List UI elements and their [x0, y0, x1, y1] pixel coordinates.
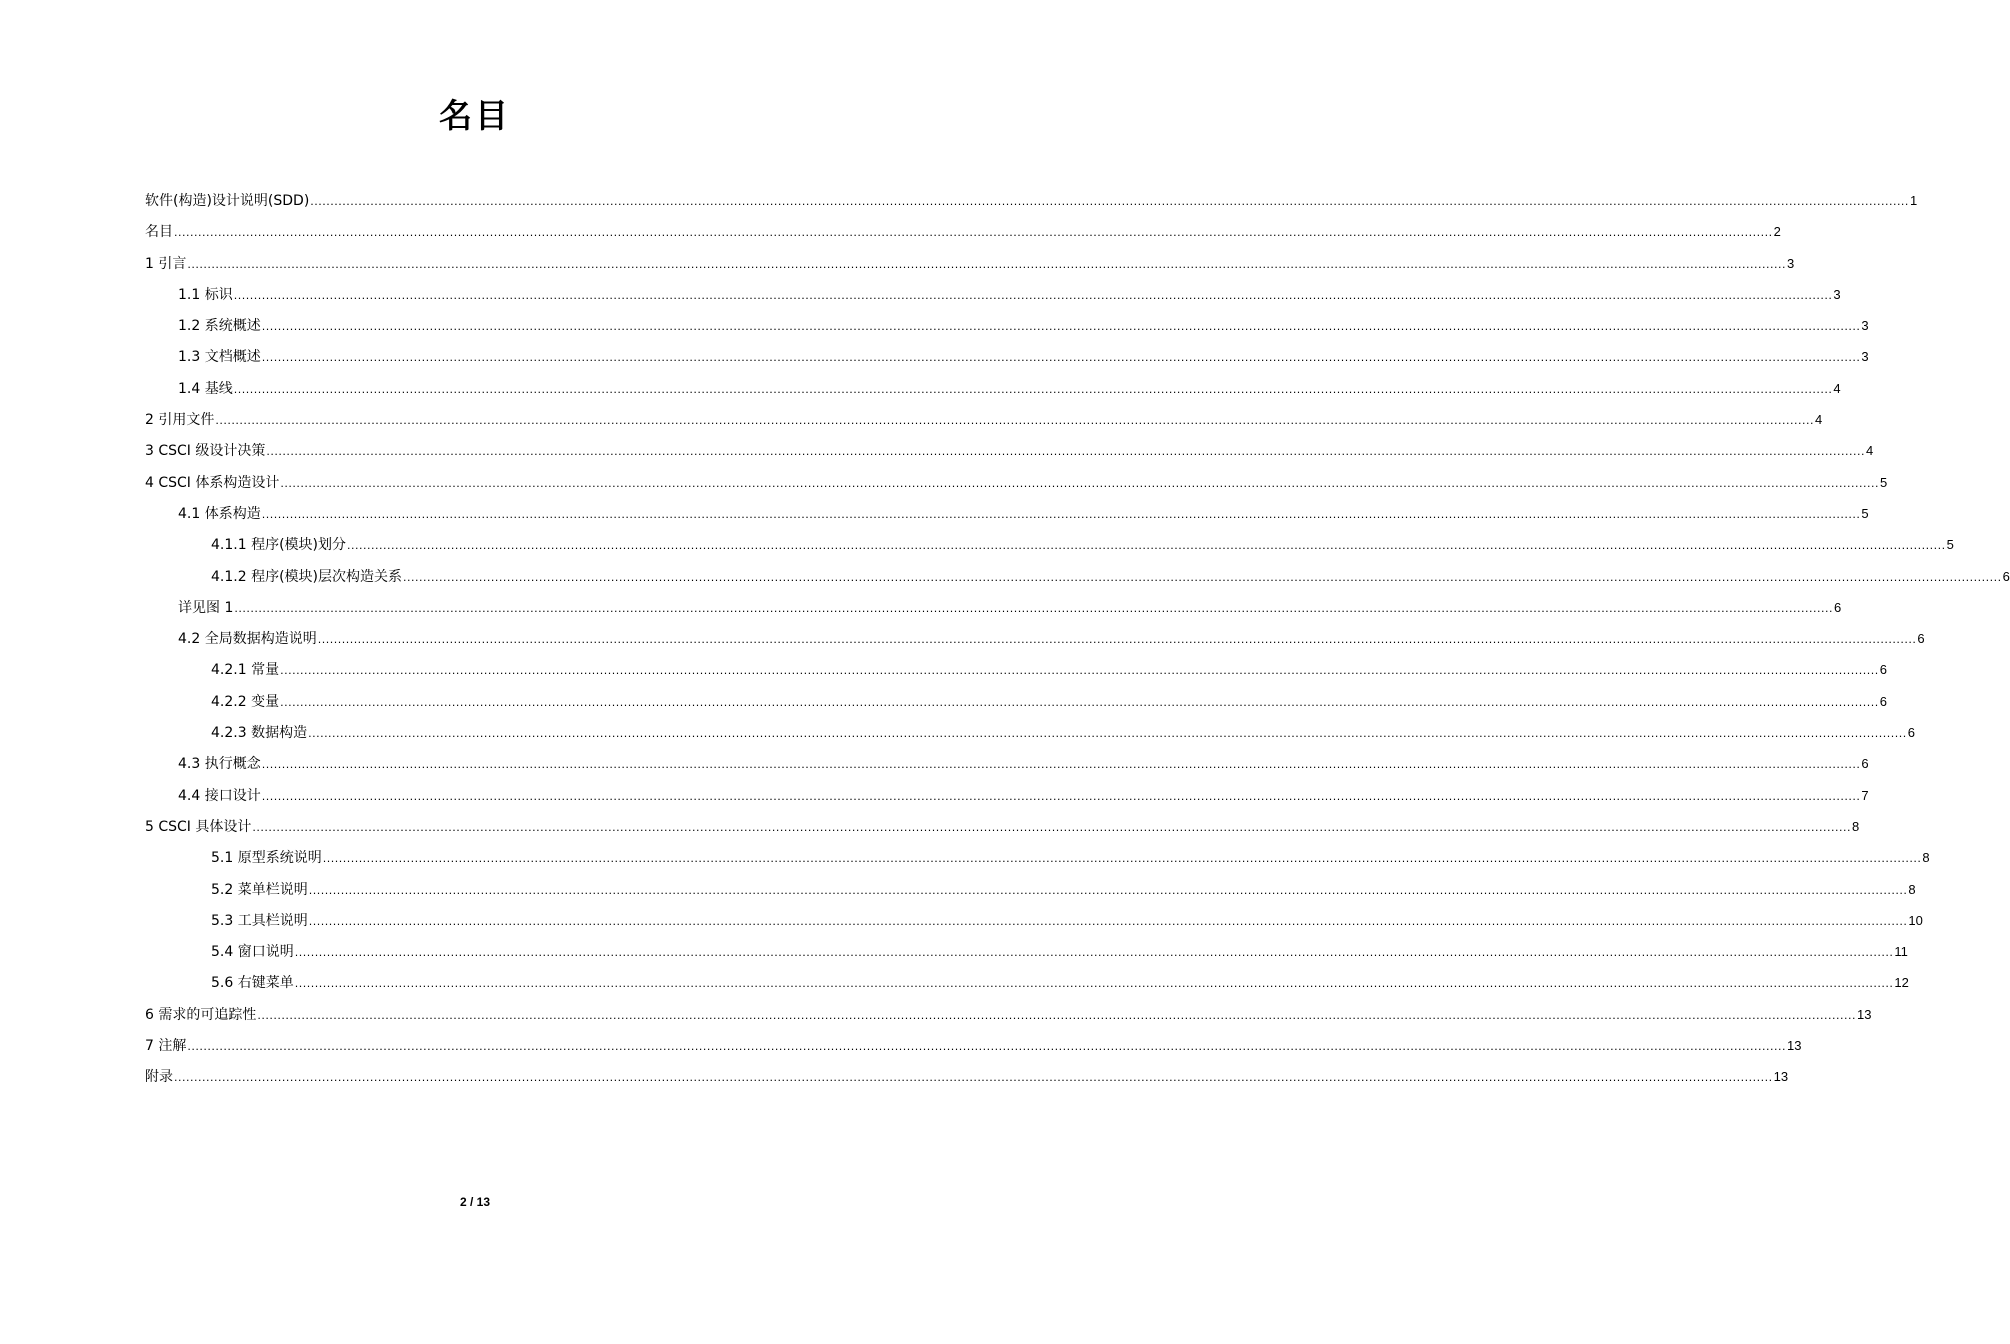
toc-entry-page: 12	[1894, 975, 1909, 991]
toc-entry-page: 3	[1787, 255, 1795, 271]
toc-entry[interactable]	[145, 498, 1869, 529]
toc-entry-title: 详见图 1	[178, 599, 234, 616]
toc-entry-page: 6	[1907, 725, 1915, 741]
toc-dot-leader: ................................................................................................................................................................................................................................................................................................................................................................................................................	[280, 664, 1879, 678]
toc-entry-page: 5	[1861, 505, 1869, 521]
toc-dot-leader: ................................................................................................................................................................................................................................................................................................................................................................................................................	[257, 1008, 1856, 1022]
toc-dot-leader: ................................................................................................................................................................................................................................................................................................................................................................................................................	[261, 351, 1861, 365]
toc-entry-title: 软件(构造)设计说明(SDD)	[145, 193, 310, 209]
toc-entry-page: 6	[2002, 568, 2010, 584]
toc-entry[interactable]	[145, 686, 1887, 717]
toc-dot-leader: ................................................................................................................................................................................................................................................................................................................................................................................................................	[308, 727, 1907, 741]
toc-dot-leader: ................................................................................................................................................................................................................................................................................................................................................................................................................	[174, 1071, 1773, 1085]
toc-entry-page: 6	[1879, 693, 1887, 709]
toc-entry[interactable]	[145, 341, 1869, 372]
toc-entry-page: 2	[1773, 224, 1781, 240]
toc-entry[interactable]	[145, 467, 1888, 498]
toc-dot-leader: ................................................................................................................................................................................................................................................................................................................................................................................................................	[403, 570, 2002, 584]
toc-entry[interactable]	[145, 717, 1915, 748]
toc-entry-title: 6 需求的可追踪性	[145, 1006, 257, 1023]
toc-entry[interactable]	[145, 185, 1918, 216]
toc-dot-leader: ................................................................................................................................................................................................................................................................................................................................................................................................................	[308, 914, 1908, 928]
toc-entry-title: 3 CSCI 级设计决策	[145, 443, 266, 460]
table-of-contents	[145, 185, 2010, 1093]
toc-entry[interactable]	[145, 623, 1925, 654]
toc-dot-leader: ................................................................................................................................................................................................................................................................................................................................................................................................................	[187, 257, 1786, 271]
toc-entry[interactable]	[145, 529, 1954, 560]
toc-entry-title: 7 注解	[145, 1038, 187, 1055]
toc-entry-title: 1 引言	[145, 255, 187, 272]
toc-entry-title: 5.3 工具栏说明	[211, 912, 308, 929]
toc-entry-page: 6	[1917, 631, 1925, 647]
toc-entry-title: 1.3 文档概述	[178, 349, 261, 366]
toc-entry[interactable]	[145, 373, 1841, 404]
toc-dot-leader: ................................................................................................................................................................................................................................................................................................................................................................................................................	[215, 414, 1814, 428]
toc-entry-title: 附录	[145, 1069, 173, 1086]
toc-entry[interactable]	[145, 654, 1887, 685]
toc-dot-leader: ................................................................................................................................................................................................................................................................................................................................................................................................................	[261, 789, 1861, 803]
page-number: 2 / 13	[459, 1195, 491, 1209]
toc-entry-title: 4.2.3 数据构造	[211, 725, 308, 742]
toc-entry[interactable]	[145, 248, 1795, 279]
toc-entry-title: 4.2.1 常量	[211, 662, 280, 679]
toc-entry-page: 13	[1773, 1069, 1789, 1085]
toc-entry-title: 5.1 原型系统说明	[211, 850, 322, 867]
toc-entry[interactable]	[145, 967, 1909, 998]
toc-entry[interactable]	[145, 404, 1823, 435]
toc-entry-page: 5	[1946, 537, 1954, 553]
toc-entry[interactable]	[145, 310, 1869, 341]
toc-entry-page: 4	[1833, 380, 1841, 396]
toc-entry-title: 1.2 系统概述	[178, 318, 261, 335]
toc-entry-page: 3	[1861, 318, 1869, 334]
page-title: 名目	[439, 96, 511, 135]
toc-entry[interactable]	[145, 999, 1872, 1030]
toc-dot-leader: ................................................................................................................................................................................................................................................................................................................................................................................................................	[187, 1040, 1786, 1054]
toc-dot-leader: ................................................................................................................................................................................................................................................................................................................................................................................................................	[233, 288, 1833, 302]
toc-dot-leader: ................................................................................................................................................................................................................................................................................................................................................................................................................	[280, 695, 1879, 709]
toc-entry-page: 13	[1857, 1006, 1872, 1022]
toc-entry-title: 4.1.2 程序(模块)层次构造关系	[211, 568, 402, 585]
toc-entry-page: 8	[1908, 881, 1916, 897]
toc-entry-title: 4.2 全局数据构造说明	[178, 631, 317, 648]
toc-entry-page: 6	[1861, 756, 1869, 772]
toc-entry-title: 4 CSCI 体系构造设计	[145, 474, 280, 491]
toc-dot-leader: ................................................................................................................................................................................................................................................................................................................................................................................................................	[280, 476, 1880, 490]
toc-entry-title: 4.4 接口设计	[178, 787, 261, 804]
toc-dot-leader: ................................................................................................................................................................................................................................................................................................................................................................................................................	[252, 820, 1852, 834]
toc-entry[interactable]	[145, 435, 1874, 466]
toc-dot-leader: ................................................................................................................................................................................................................................................................................................................................................................................................................	[294, 977, 1894, 991]
toc-entry-page: 5	[1880, 474, 1888, 490]
toc-dot-leader: ................................................................................................................................................................................................................................................................................................................................................................................................................	[317, 633, 1917, 647]
toc-entry-page: 3	[1833, 286, 1841, 302]
toc-entry[interactable]	[145, 936, 1908, 967]
toc-entry-page: 4	[1866, 443, 1874, 459]
toc-entry-title: 名目	[145, 224, 173, 241]
toc-entry[interactable]	[145, 842, 1930, 873]
toc-entry-page: 10	[1908, 912, 1923, 928]
toc-entry[interactable]	[145, 592, 1842, 623]
toc-entry-title: 1.1 标识	[178, 286, 233, 303]
toc-entry-title: 5.6 右键菜单	[211, 975, 294, 992]
toc-dot-leader: ................................................................................................................................................................................................................................................................................................................................................................................................................	[347, 539, 1946, 553]
toc-entry[interactable]	[145, 1030, 1802, 1061]
toc-dot-leader: ................................................................................................................................................................................................................................................................................................................................................................................................................	[234, 601, 1833, 615]
toc-dot-leader: ................................................................................................................................................................................................................................................................................................................................................................................................................	[322, 852, 1922, 866]
toc-entry[interactable]	[145, 1061, 1789, 1092]
toc-entry[interactable]	[145, 279, 1841, 310]
toc-entry-page: 6	[1834, 599, 1842, 615]
toc-dot-leader: ................................................................................................................................................................................................................................................................................................................................................................................................................	[233, 382, 1833, 396]
toc-dot-leader: ................................................................................................................................................................................................................................................................................................................................................................................................................	[294, 946, 1894, 960]
toc-entry-title: 4.1.1 程序(模块)划分	[211, 537, 346, 554]
toc-entry[interactable]	[145, 748, 1869, 779]
toc-entry[interactable]	[145, 780, 1869, 811]
toc-entry-page: 6	[1879, 662, 1887, 678]
toc-entry-page: 8	[1922, 850, 1930, 866]
toc-entry[interactable]	[145, 874, 1916, 905]
toc-entry[interactable]	[145, 216, 1781, 247]
toc-dot-leader: ................................................................................................................................................................................................................................................................................................................................................................................................................	[308, 883, 1908, 897]
toc-entry-page: 3	[1861, 349, 1869, 365]
toc-entry-title: 5 CSCI 具体设计	[145, 818, 252, 835]
toc-entry-page: 8	[1852, 818, 1860, 834]
toc-entry-page: 13	[1787, 1038, 1802, 1054]
toc-entry[interactable]	[145, 905, 1923, 936]
toc-dot-leader: ................................................................................................................................................................................................................................................................................................................................................................................................................	[261, 507, 1861, 521]
toc-entry-title: 4.1 体系构造	[178, 505, 261, 522]
toc-dot-leader: ................................................................................................................................................................................................................................................................................................................................................................................................................	[174, 226, 1773, 240]
toc-entry-title: 2 引用文件	[145, 412, 215, 429]
toc-entry-title: 5.4 窗口说明	[211, 944, 294, 961]
toc-entry-page: 1	[1909, 193, 1918, 208]
toc-entry-page: 11	[1894, 944, 1908, 960]
toc-entry[interactable]	[145, 561, 2010, 592]
toc-entry-title: 4.2.2 变量	[211, 693, 280, 710]
toc-entry-page: 7	[1861, 787, 1869, 803]
toc-dot-leader: ................................................................................................................................................................................................................................................................................................................................................................................................................	[261, 320, 1861, 334]
toc-entry-title: 4.3 执行概念	[178, 756, 261, 773]
toc-dot-leader: ................................................................................................................................................................................................................................................................................................................................................................................................................	[310, 195, 1909, 208]
toc-dot-leader: ................................................................................................................................................................................................................................................................................................................................................................................................................	[261, 758, 1861, 772]
toc-entry-title: 5.2 菜单栏说明	[211, 881, 308, 898]
toc-dot-leader: ................................................................................................................................................................................................................................................................................................................................................................................................................	[266, 445, 1866, 459]
toc-entry-page: 4	[1815, 412, 1823, 428]
toc-entry[interactable]	[145, 811, 1860, 842]
toc-entry-title: 1.4 基线	[178, 380, 233, 397]
